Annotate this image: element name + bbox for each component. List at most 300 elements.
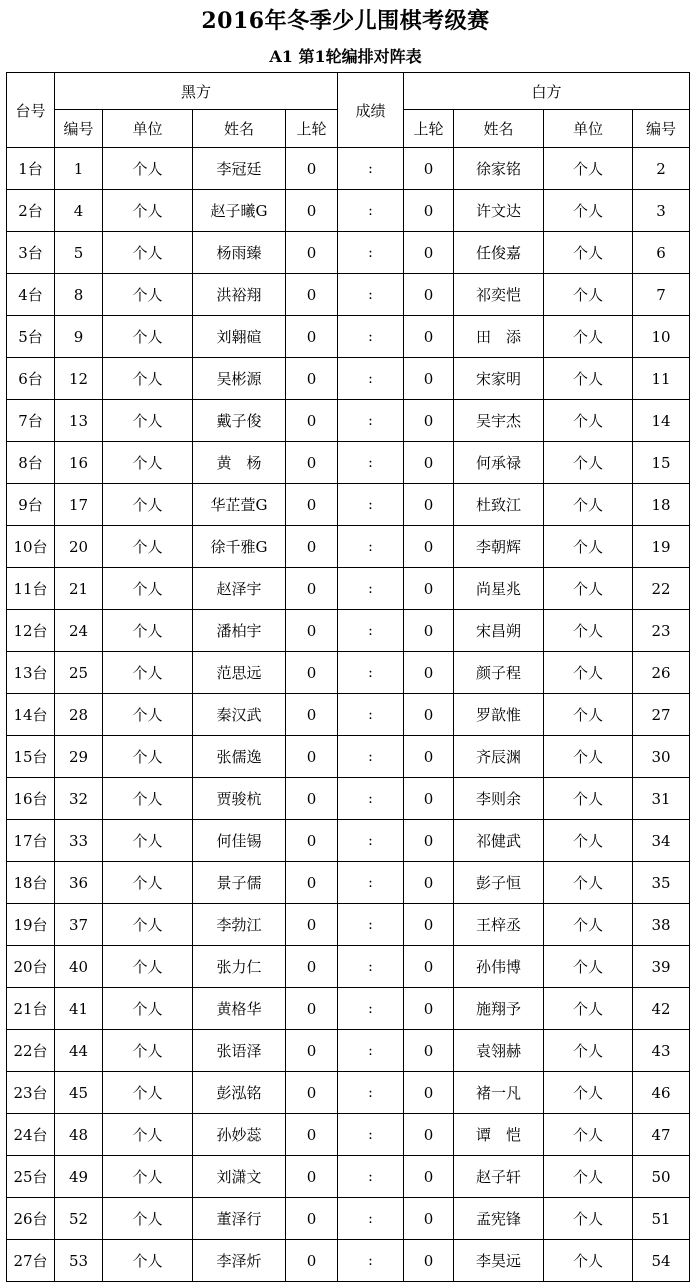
white-unit-cell: 个人 bbox=[544, 484, 633, 526]
table-number-cell: 19台 bbox=[7, 904, 55, 946]
result-cell: : bbox=[338, 442, 404, 484]
black-name-cell: 董泽行 bbox=[193, 1198, 286, 1240]
result-cell: : bbox=[338, 568, 404, 610]
result-cell: : bbox=[338, 232, 404, 274]
black-num-cell: 48 bbox=[55, 1114, 103, 1156]
black-name-cell: 张儒逸 bbox=[193, 736, 286, 778]
black-prev-cell: 0 bbox=[286, 400, 338, 442]
black-num-cell: 12 bbox=[55, 358, 103, 400]
black-prev-cell: 0 bbox=[286, 232, 338, 274]
result-cell: : bbox=[338, 1030, 404, 1072]
table-number-cell: 11台 bbox=[7, 568, 55, 610]
black-name-cell: 秦汉武 bbox=[193, 694, 286, 736]
black-prev-cell: 0 bbox=[286, 316, 338, 358]
white-num-cell: 11 bbox=[633, 358, 690, 400]
black-prev-cell: 0 bbox=[286, 778, 338, 820]
white-name-cell: 何承禄 bbox=[454, 442, 544, 484]
black-num-cell: 41 bbox=[55, 988, 103, 1030]
white-unit-cell: 个人 bbox=[544, 190, 633, 232]
black-name-cell: 潘柏宇 bbox=[193, 610, 286, 652]
white-prev-cell: 0 bbox=[404, 316, 454, 358]
table-row bbox=[7, 484, 690, 526]
black-num-cell: 45 bbox=[55, 1072, 103, 1114]
header-white-name: 姓名 bbox=[454, 110, 544, 148]
black-name-cell: 刘翱碹 bbox=[193, 316, 286, 358]
black-prev-cell: 0 bbox=[286, 1072, 338, 1114]
white-prev-cell: 0 bbox=[404, 1240, 454, 1282]
black-unit-cell: 个人 bbox=[103, 190, 193, 232]
table-row bbox=[7, 232, 690, 274]
black-num-cell: 40 bbox=[55, 946, 103, 988]
white-prev-cell: 0 bbox=[404, 190, 454, 232]
black-prev-cell: 0 bbox=[286, 1240, 338, 1282]
table-number-cell: 21台 bbox=[7, 988, 55, 1030]
header-black-num: 编号 bbox=[55, 110, 103, 148]
white-name-cell: 颜子程 bbox=[454, 652, 544, 694]
black-prev-cell: 0 bbox=[286, 694, 338, 736]
black-num-cell: 16 bbox=[55, 442, 103, 484]
white-unit-cell: 个人 bbox=[544, 1156, 633, 1198]
header-black-prev: 上轮 bbox=[286, 110, 338, 148]
white-unit-cell: 个人 bbox=[544, 568, 633, 610]
white-prev-cell: 0 bbox=[404, 610, 454, 652]
table-row bbox=[7, 1114, 690, 1156]
white-unit-cell: 个人 bbox=[544, 694, 633, 736]
black-unit-cell: 个人 bbox=[103, 316, 193, 358]
white-unit-cell: 个人 bbox=[544, 1240, 633, 1282]
white-prev-cell: 0 bbox=[404, 526, 454, 568]
white-name-cell: 祁健武 bbox=[454, 820, 544, 862]
result-cell: : bbox=[338, 652, 404, 694]
white-prev-cell: 0 bbox=[404, 568, 454, 610]
black-unit-cell: 个人 bbox=[103, 862, 193, 904]
white-unit-cell: 个人 bbox=[544, 274, 633, 316]
result-cell: : bbox=[338, 1072, 404, 1114]
table-number-cell: 25台 bbox=[7, 1156, 55, 1198]
table-number-cell: 4台 bbox=[7, 274, 55, 316]
white-unit-cell: 个人 bbox=[544, 820, 633, 862]
black-name-cell: 范思远 bbox=[193, 652, 286, 694]
black-unit-cell: 个人 bbox=[103, 904, 193, 946]
black-num-cell: 28 bbox=[55, 694, 103, 736]
black-unit-cell: 个人 bbox=[103, 1240, 193, 1282]
white-name-cell: 赵子轩 bbox=[454, 1156, 544, 1198]
black-prev-cell: 0 bbox=[286, 610, 338, 652]
black-prev-cell: 0 bbox=[286, 1030, 338, 1072]
black-name-cell: 孙妙蕊 bbox=[193, 1114, 286, 1156]
table-number-cell: 16台 bbox=[7, 778, 55, 820]
black-num-cell: 29 bbox=[55, 736, 103, 778]
black-unit-cell: 个人 bbox=[103, 1198, 193, 1240]
page-title: 2016年冬季少儿围棋考级赛 bbox=[201, 8, 490, 34]
black-unit-cell: 个人 bbox=[103, 526, 193, 568]
white-prev-cell: 0 bbox=[404, 1030, 454, 1072]
white-name-cell: 李昊远 bbox=[454, 1240, 544, 1282]
table-row bbox=[7, 820, 690, 862]
white-unit-cell: 个人 bbox=[544, 652, 633, 694]
table-number-cell: 18台 bbox=[7, 862, 55, 904]
black-prev-cell: 0 bbox=[286, 526, 338, 568]
white-prev-cell: 0 bbox=[404, 652, 454, 694]
table-number-cell: 13台 bbox=[7, 652, 55, 694]
black-unit-cell: 个人 bbox=[103, 274, 193, 316]
white-num-cell: 2 bbox=[633, 148, 690, 190]
black-name-cell: 徐千雅G bbox=[193, 526, 286, 568]
white-prev-cell: 0 bbox=[404, 1198, 454, 1240]
white-name-cell: 褚一凡 bbox=[454, 1072, 544, 1114]
black-unit-cell: 个人 bbox=[103, 736, 193, 778]
table-row bbox=[7, 988, 690, 1030]
table-row bbox=[7, 316, 690, 358]
black-prev-cell: 0 bbox=[286, 820, 338, 862]
black-name-cell: 彭泓铭 bbox=[193, 1072, 286, 1114]
table-row bbox=[7, 862, 690, 904]
table-number-cell: 26台 bbox=[7, 1198, 55, 1240]
white-num-cell: 19 bbox=[633, 526, 690, 568]
white-num-cell: 38 bbox=[633, 904, 690, 946]
result-cell: : bbox=[338, 778, 404, 820]
white-name-cell: 彭子恒 bbox=[454, 862, 544, 904]
black-prev-cell: 0 bbox=[286, 988, 338, 1030]
result-cell: : bbox=[338, 988, 404, 1030]
result-cell: : bbox=[338, 526, 404, 568]
white-name-cell: 任俊嘉 bbox=[454, 232, 544, 274]
white-prev-cell: 0 bbox=[404, 400, 454, 442]
black-unit-cell: 个人 bbox=[103, 1030, 193, 1072]
table-row bbox=[7, 652, 690, 694]
black-num-cell: 53 bbox=[55, 1240, 103, 1282]
black-num-cell: 36 bbox=[55, 862, 103, 904]
table-number-cell: 14台 bbox=[7, 694, 55, 736]
result-cell: : bbox=[338, 694, 404, 736]
table-row bbox=[7, 442, 690, 484]
white-num-cell: 26 bbox=[633, 652, 690, 694]
result-cell: : bbox=[338, 484, 404, 526]
table-row bbox=[7, 736, 690, 778]
white-prev-cell: 0 bbox=[404, 904, 454, 946]
header-result: 成绩 bbox=[338, 73, 404, 148]
white-prev-cell: 0 bbox=[404, 484, 454, 526]
table-number-cell: 20台 bbox=[7, 946, 55, 988]
table-number-cell: 3台 bbox=[7, 232, 55, 274]
black-unit-cell: 个人 bbox=[103, 988, 193, 1030]
white-unit-cell: 个人 bbox=[544, 946, 633, 988]
white-prev-cell: 0 bbox=[404, 946, 454, 988]
result-cell: : bbox=[338, 316, 404, 358]
white-num-cell: 6 bbox=[633, 232, 690, 274]
white-name-cell: 孙伟博 bbox=[454, 946, 544, 988]
black-name-cell: 吴彬源 bbox=[193, 358, 286, 400]
white-prev-cell: 0 bbox=[404, 1114, 454, 1156]
white-num-cell: 18 bbox=[633, 484, 690, 526]
white-num-cell: 22 bbox=[633, 568, 690, 610]
header-black-name: 姓名 bbox=[193, 110, 286, 148]
black-num-cell: 49 bbox=[55, 1156, 103, 1198]
white-num-cell: 54 bbox=[633, 1240, 690, 1282]
white-num-cell: 30 bbox=[633, 736, 690, 778]
black-num-cell: 5 bbox=[55, 232, 103, 274]
black-name-cell: 李冠廷 bbox=[193, 148, 286, 190]
white-name-cell: 孟宪锋 bbox=[454, 1198, 544, 1240]
table-row bbox=[7, 148, 690, 190]
table-number-cell: 7台 bbox=[7, 400, 55, 442]
result-cell: : bbox=[338, 610, 404, 652]
table-number-cell: 12台 bbox=[7, 610, 55, 652]
table-row bbox=[7, 904, 690, 946]
white-unit-cell: 个人 bbox=[544, 610, 633, 652]
result-cell: : bbox=[338, 1240, 404, 1282]
table-row bbox=[7, 778, 690, 820]
black-name-cell: 华芷萱G bbox=[193, 484, 286, 526]
white-name-cell: 许文达 bbox=[454, 190, 544, 232]
white-name-cell: 袁翎赫 bbox=[454, 1030, 544, 1072]
white-unit-cell: 个人 bbox=[544, 736, 633, 778]
table-row bbox=[7, 358, 690, 400]
pairing-rows bbox=[7, 148, 690, 1282]
table-number-cell: 24台 bbox=[7, 1114, 55, 1156]
table-row bbox=[7, 1240, 690, 1282]
white-prev-cell: 0 bbox=[404, 778, 454, 820]
white-prev-cell: 0 bbox=[404, 148, 454, 190]
result-cell: : bbox=[338, 1156, 404, 1198]
black-num-cell: 37 bbox=[55, 904, 103, 946]
white-name-cell: 杜致江 bbox=[454, 484, 544, 526]
white-unit-cell: 个人 bbox=[544, 400, 633, 442]
table-number-cell: 27台 bbox=[7, 1240, 55, 1282]
black-unit-cell: 个人 bbox=[103, 652, 193, 694]
white-name-cell: 田 添 bbox=[454, 316, 544, 358]
round-subtitle: A1 第1轮编排对阵表 bbox=[269, 47, 422, 66]
white-name-cell: 谭 恺 bbox=[454, 1114, 544, 1156]
table-number-cell: 23台 bbox=[7, 1072, 55, 1114]
black-unit-cell: 个人 bbox=[103, 232, 193, 274]
table-number-cell: 2台 bbox=[7, 190, 55, 232]
white-prev-cell: 0 bbox=[404, 274, 454, 316]
black-num-cell: 32 bbox=[55, 778, 103, 820]
white-prev-cell: 0 bbox=[404, 694, 454, 736]
black-prev-cell: 0 bbox=[286, 148, 338, 190]
table-number-cell: 8台 bbox=[7, 442, 55, 484]
black-prev-cell: 0 bbox=[286, 484, 338, 526]
table-row bbox=[7, 1156, 690, 1198]
black-prev-cell: 0 bbox=[286, 1114, 338, 1156]
white-name-cell: 李则余 bbox=[454, 778, 544, 820]
white-num-cell: 47 bbox=[633, 1114, 690, 1156]
white-num-cell: 31 bbox=[633, 778, 690, 820]
white-unit-cell: 个人 bbox=[544, 1072, 633, 1114]
black-prev-cell: 0 bbox=[286, 946, 338, 988]
black-num-cell: 13 bbox=[55, 400, 103, 442]
white-unit-cell: 个人 bbox=[544, 1198, 633, 1240]
white-unit-cell: 个人 bbox=[544, 526, 633, 568]
black-name-cell: 李勃江 bbox=[193, 904, 286, 946]
black-name-cell: 黄格华 bbox=[193, 988, 286, 1030]
result-cell: : bbox=[338, 400, 404, 442]
white-unit-cell: 个人 bbox=[544, 988, 633, 1030]
result-cell: : bbox=[338, 820, 404, 862]
white-unit-cell: 个人 bbox=[544, 778, 633, 820]
black-name-cell: 赵泽宇 bbox=[193, 568, 286, 610]
black-unit-cell: 个人 bbox=[103, 400, 193, 442]
white-name-cell: 祁奕恺 bbox=[454, 274, 544, 316]
black-prev-cell: 0 bbox=[286, 442, 338, 484]
white-num-cell: 46 bbox=[633, 1072, 690, 1114]
result-cell: : bbox=[338, 274, 404, 316]
black-prev-cell: 0 bbox=[286, 736, 338, 778]
table-number-cell: 10台 bbox=[7, 526, 55, 568]
table-row bbox=[7, 694, 690, 736]
black-name-cell: 戴子俊 bbox=[193, 400, 286, 442]
white-num-cell: 15 bbox=[633, 442, 690, 484]
white-unit-cell: 个人 bbox=[544, 1030, 633, 1072]
white-name-cell: 尚星兆 bbox=[454, 568, 544, 610]
white-name-cell: 徐家铭 bbox=[454, 148, 544, 190]
header-white-prev: 上轮 bbox=[404, 110, 454, 148]
white-prev-cell: 0 bbox=[404, 736, 454, 778]
black-name-cell: 刘潇文 bbox=[193, 1156, 286, 1198]
result-cell: : bbox=[338, 148, 404, 190]
black-name-cell: 黄 杨 bbox=[193, 442, 286, 484]
white-num-cell: 42 bbox=[633, 988, 690, 1030]
white-name-cell: 施翔予 bbox=[454, 988, 544, 1030]
result-cell: : bbox=[338, 736, 404, 778]
table-number-cell: 6台 bbox=[7, 358, 55, 400]
table-number-cell: 9台 bbox=[7, 484, 55, 526]
black-num-cell: 4 bbox=[55, 190, 103, 232]
white-num-cell: 27 bbox=[633, 694, 690, 736]
black-num-cell: 8 bbox=[55, 274, 103, 316]
header-black-side: 黑方 bbox=[55, 73, 338, 110]
white-name-cell: 齐辰渊 bbox=[454, 736, 544, 778]
black-name-cell: 洪裕翔 bbox=[193, 274, 286, 316]
black-num-cell: 9 bbox=[55, 316, 103, 358]
black-num-cell: 33 bbox=[55, 820, 103, 862]
black-num-cell: 17 bbox=[55, 484, 103, 526]
table-row bbox=[7, 526, 690, 568]
white-unit-cell: 个人 bbox=[544, 358, 633, 400]
white-name-cell: 宋家明 bbox=[454, 358, 544, 400]
table-number-cell: 17台 bbox=[7, 820, 55, 862]
white-name-cell: 王梓丞 bbox=[454, 904, 544, 946]
black-num-cell: 20 bbox=[55, 526, 103, 568]
table-row bbox=[7, 1072, 690, 1114]
black-unit-cell: 个人 bbox=[103, 1156, 193, 1198]
white-num-cell: 10 bbox=[633, 316, 690, 358]
white-unit-cell: 个人 bbox=[544, 316, 633, 358]
white-name-cell: 吴宇杰 bbox=[454, 400, 544, 442]
white-unit-cell: 个人 bbox=[544, 1114, 633, 1156]
white-unit-cell: 个人 bbox=[544, 232, 633, 274]
black-num-cell: 25 bbox=[55, 652, 103, 694]
table-row bbox=[7, 610, 690, 652]
white-num-cell: 35 bbox=[633, 862, 690, 904]
table-number-cell: 15台 bbox=[7, 736, 55, 778]
result-cell: : bbox=[338, 1114, 404, 1156]
white-prev-cell: 0 bbox=[404, 862, 454, 904]
white-prev-cell: 0 bbox=[404, 232, 454, 274]
table-row bbox=[7, 190, 690, 232]
black-unit-cell: 个人 bbox=[103, 148, 193, 190]
white-unit-cell: 个人 bbox=[544, 904, 633, 946]
white-name-cell: 宋昌朔 bbox=[454, 610, 544, 652]
black-unit-cell: 个人 bbox=[103, 442, 193, 484]
black-unit-cell: 个人 bbox=[103, 1114, 193, 1156]
table-row bbox=[7, 946, 690, 988]
black-prev-cell: 0 bbox=[286, 1198, 338, 1240]
white-name-cell: 李朝辉 bbox=[454, 526, 544, 568]
black-prev-cell: 0 bbox=[286, 358, 338, 400]
black-prev-cell: 0 bbox=[286, 904, 338, 946]
black-name-cell: 贾骏杭 bbox=[193, 778, 286, 820]
white-prev-cell: 0 bbox=[404, 988, 454, 1030]
header-white-side: 白方 bbox=[404, 73, 690, 110]
table-row bbox=[7, 400, 690, 442]
black-num-cell: 21 bbox=[55, 568, 103, 610]
header-white-num: 编号 bbox=[633, 110, 690, 148]
white-unit-cell: 个人 bbox=[544, 442, 633, 484]
black-num-cell: 44 bbox=[55, 1030, 103, 1072]
white-prev-cell: 0 bbox=[404, 442, 454, 484]
black-name-cell: 杨雨臻 bbox=[193, 232, 286, 274]
black-unit-cell: 个人 bbox=[103, 778, 193, 820]
table-row bbox=[7, 568, 690, 610]
white-prev-cell: 0 bbox=[404, 358, 454, 400]
table-number-cell: 22台 bbox=[7, 1030, 55, 1072]
header-table-number: 台号 bbox=[7, 73, 55, 148]
white-num-cell: 34 bbox=[633, 820, 690, 862]
table-row bbox=[7, 274, 690, 316]
black-num-cell: 1 bbox=[55, 148, 103, 190]
black-num-cell: 24 bbox=[55, 610, 103, 652]
black-unit-cell: 个人 bbox=[103, 610, 193, 652]
white-num-cell: 39 bbox=[633, 946, 690, 988]
black-unit-cell: 个人 bbox=[103, 820, 193, 862]
white-prev-cell: 0 bbox=[404, 1156, 454, 1198]
pairing-table bbox=[6, 72, 690, 1282]
black-prev-cell: 0 bbox=[286, 274, 338, 316]
table-number-cell: 1台 bbox=[7, 148, 55, 190]
white-num-cell: 23 bbox=[633, 610, 690, 652]
white-unit-cell: 个人 bbox=[544, 148, 633, 190]
white-num-cell: 51 bbox=[633, 1198, 690, 1240]
result-cell: : bbox=[338, 358, 404, 400]
table-row bbox=[7, 1030, 690, 1072]
black-unit-cell: 个人 bbox=[103, 484, 193, 526]
result-cell: : bbox=[338, 190, 404, 232]
white-prev-cell: 0 bbox=[404, 820, 454, 862]
black-num-cell: 52 bbox=[55, 1198, 103, 1240]
black-unit-cell: 个人 bbox=[103, 568, 193, 610]
table-row bbox=[7, 1198, 690, 1240]
result-cell: : bbox=[338, 946, 404, 988]
white-num-cell: 3 bbox=[633, 190, 690, 232]
black-prev-cell: 0 bbox=[286, 190, 338, 232]
white-prev-cell: 0 bbox=[404, 1072, 454, 1114]
black-unit-cell: 个人 bbox=[103, 358, 193, 400]
white-name-cell: 罗歆惟 bbox=[454, 694, 544, 736]
black-name-cell: 何佳锡 bbox=[193, 820, 286, 862]
black-prev-cell: 0 bbox=[286, 862, 338, 904]
white-num-cell: 7 bbox=[633, 274, 690, 316]
black-name-cell: 景子儒 bbox=[193, 862, 286, 904]
white-num-cell: 14 bbox=[633, 400, 690, 442]
table-number-cell: 5台 bbox=[7, 316, 55, 358]
white-num-cell: 50 bbox=[633, 1156, 690, 1198]
result-cell: : bbox=[338, 1198, 404, 1240]
result-cell: : bbox=[338, 904, 404, 946]
black-prev-cell: 0 bbox=[286, 568, 338, 610]
black-unit-cell: 个人 bbox=[103, 1072, 193, 1114]
